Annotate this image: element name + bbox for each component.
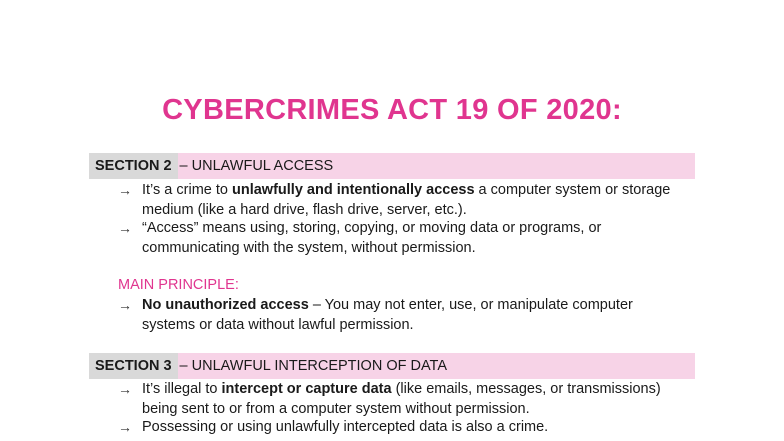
section-title: – UNLAWFUL ACCESS (179, 158, 334, 174)
bullet-text: It’s illegal to intercept or capture data (like emails, messages, or transmissions) being sent to or from a computer system without permission. (142, 381, 661, 417)
section-3-header (89, 353, 695, 379)
arrow-right-icon: → (118, 297, 132, 313)
bullet-text: No unauthorized access – You may not enter, use, or manipulate computer systems or data without lawful permission. (142, 297, 633, 333)
arrow-right-icon: → (118, 419, 132, 435)
page-title: CYBERCRIMES ACT 19 OF 2020: (162, 94, 622, 126)
bullet-text: It’s a crime to unlawfully and intentionally access a computer system or storage medium (like a hard drive, flash drive, server, etc.). (142, 182, 671, 218)
arrow-right-icon: → (118, 220, 132, 236)
arrow-right-icon: → (118, 182, 132, 198)
section-title: – UNLAWFUL INTERCEPTION OF DATA (179, 358, 448, 374)
bullet-text: “Access” means using, storing, copying, or moving data or programs, or communicating with the system, without permission. (142, 220, 602, 256)
principle-heading: MAIN PRINCIPLE: (118, 277, 239, 293)
arrow-right-icon: → (118, 381, 132, 397)
section-label: SECTION 3 (89, 353, 178, 379)
bullet-text: Possessing or using unlawfully intercepted data is also a crime. (142, 419, 549, 435)
section-2-header (89, 153, 695, 179)
section-label: SECTION 2 (89, 153, 178, 179)
